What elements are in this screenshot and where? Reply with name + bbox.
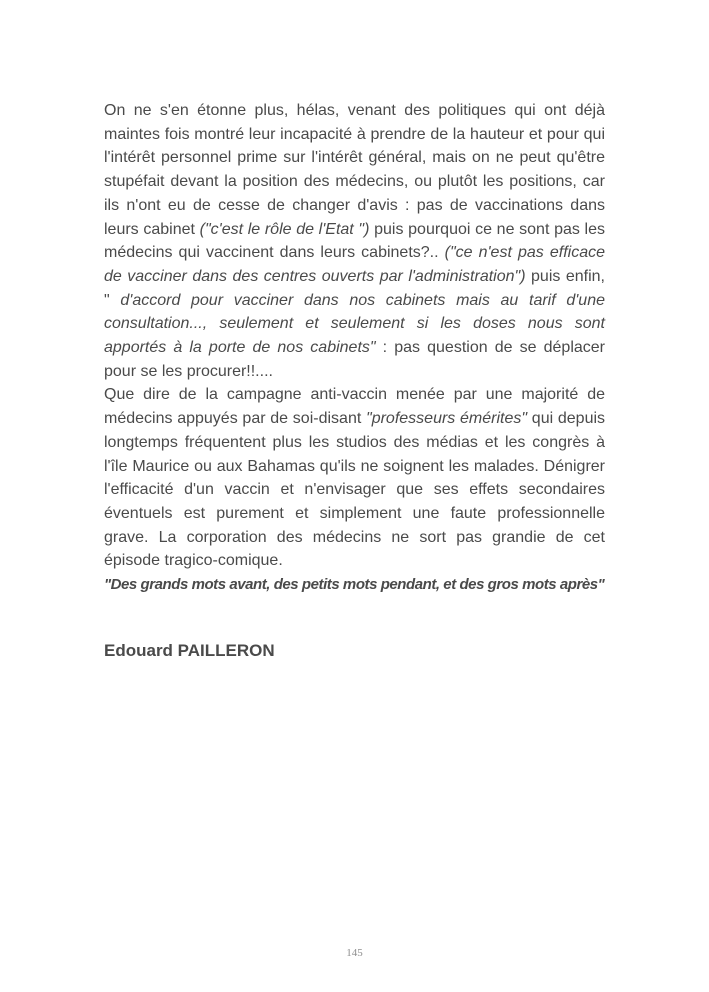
text-run-normal: Que dire de la campagne anti-vaccin menée par une majorité de médecins appuyés par de soi-disant	[104, 386, 605, 428]
text-block	[104, 99, 605, 662]
text-run-italic: ("c'est le rôle de l'Etat ")	[199, 220, 370, 238]
text-run-italic: d'accord pour vacciner dans nos cabinets mais au tarif d'une consultation..., seulement et seulement si les doses nous sont apportés à la porte de nos cabinets"	[104, 291, 605, 357]
paragraph-1	[104, 99, 605, 383]
text-run-normal: puis pourquoi ce ne sont pas les médecins qui vaccinent dans leurs cabinets?..	[104, 220, 606, 262]
page-number: 145	[346, 947, 363, 959]
text-run-normal: puis enfin, "	[104, 267, 606, 309]
text-run-normal: qui depuis longtemps fréquentent plus les studios des médias et les congrès à l'île Maurice ou aux Bahamas qu'ils ne soignent les malades. Dénigrer l'efficacité d'un vaccin et n'envisager que ses effets secondaires éventuels est purement et simplement une faute professionnelle grave. La corporation des médecins ne sort pas grandie de cet épisode tragico-comique.	[104, 410, 606, 570]
author-signature: Edouard PAILLERON	[104, 640, 275, 660]
text-run-normal: On ne s'en étonne plus, hélas, venant des politiques qui ont déjà maintes fois montré leur incapacité à prendre de la hauteur et pour qui l'intérêt personnel prime sur l'intérêt général, mais on ne peut qu'être stupéfait devant la position des médecins, ou plutôt les positions, car ils n'ont eu de cesse de changer d'avis : pas de vaccinations dans leurs cabinet	[104, 102, 605, 238]
paragraph-2	[104, 383, 605, 573]
text-run-bold-italic: "Des grands mots avant, des petits mots pendant, et des gros mots après"	[104, 576, 605, 594]
text-run-normal: : pas question de se déplacer pour se les procurer!!....	[104, 339, 606, 380]
text-run-italic: ("ce n'est pas efficace de vacciner dans des centres ouverts par l'administration")	[104, 244, 605, 285]
closing-quote	[104, 573, 605, 597]
text-run-italic: "professeurs émérites"	[366, 410, 528, 428]
